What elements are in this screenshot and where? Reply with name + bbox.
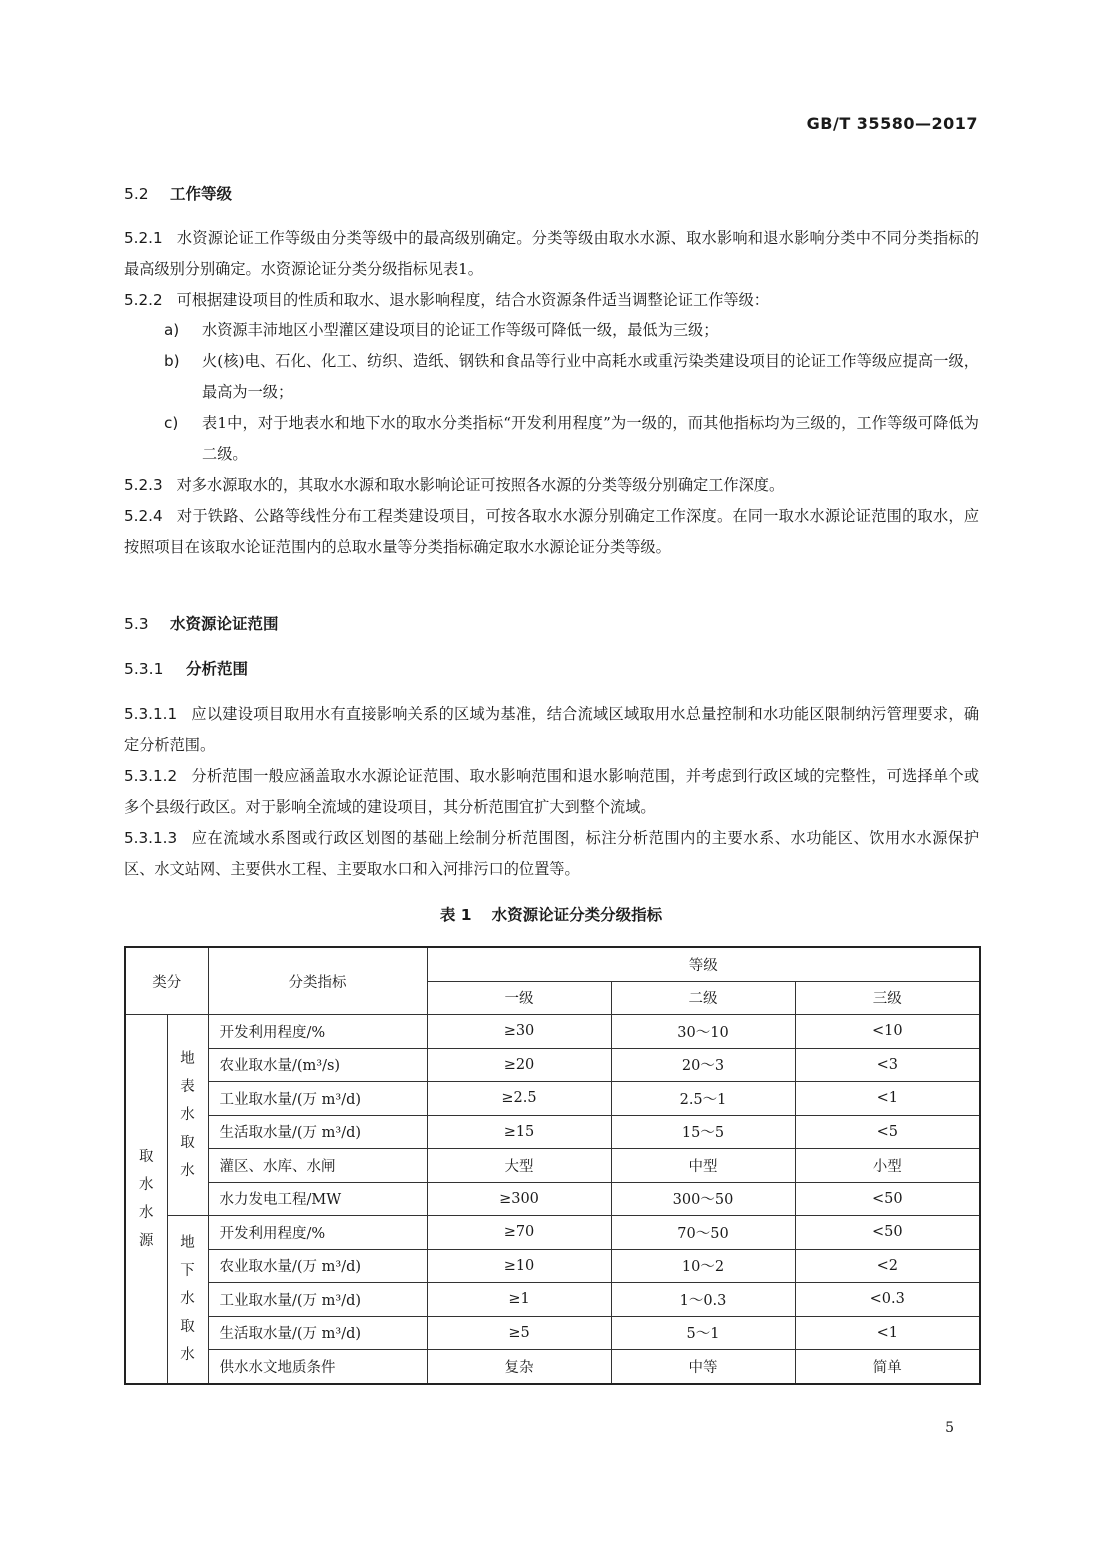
table-cell: <5	[795, 1115, 980, 1149]
section-title: 分析范围	[186, 660, 249, 678]
clause-number: 5.2.3	[124, 476, 163, 494]
table-cell: 20～3	[611, 1048, 795, 1082]
table-cell: <0.3	[795, 1283, 980, 1317]
table-cell: ≥2.5	[427, 1082, 611, 1116]
section-5-3-heading	[124, 612, 279, 634]
header-grade-3: 三级	[795, 981, 980, 1015]
table-row	[125, 1115, 980, 1149]
list-text: 水资源丰沛地区小型灌区建设项目的论证工作等级可降低一级，最低为三级；	[202, 321, 719, 339]
classification-table	[124, 946, 981, 1385]
clause-5-3-1-1	[124, 699, 979, 760]
table-cell: <50	[795, 1182, 980, 1216]
table-cell: 中等	[611, 1350, 795, 1384]
group-label: 地 表 水 取 水	[180, 1051, 195, 1179]
list-text: 火(核)电、石化、化工、纺织、造纸、钢铁和食品等行业中高耗水或重污染类建设项目的论证工作等级应提高一级，最高为一级；	[202, 352, 979, 401]
table-cell-indicator: 开发利用程度/%	[208, 1015, 427, 1049]
clause-number: 5.3.1.3	[124, 829, 178, 847]
clause-number: 5.2.4	[124, 507, 163, 525]
table-cell: <1	[795, 1082, 980, 1116]
clause-number: 5.2.1	[124, 229, 163, 247]
table-row	[125, 1316, 980, 1350]
table-cell: 小型	[795, 1149, 980, 1183]
header-grade-2: 二级	[611, 981, 795, 1015]
table-cell-indicator: 水力发电工程/MW	[208, 1182, 427, 1216]
group-label: 地 下 水 取 水	[180, 1235, 195, 1364]
group-surface-water	[167, 1015, 208, 1216]
table-cell: ≥5	[427, 1316, 611, 1350]
table-cell: 简单	[795, 1350, 980, 1384]
table-cell: 中型	[611, 1149, 795, 1183]
table-cell-indicator: 开发利用程度/%	[208, 1216, 427, 1250]
clause-number: 5.2.2	[124, 291, 163, 309]
table-cell: ≥15	[427, 1115, 611, 1149]
standard-number: GB/T 35580—2017	[806, 114, 978, 133]
table-header-row	[125, 947, 980, 981]
table-cell: ≥10	[427, 1249, 611, 1283]
table-row	[125, 1082, 980, 1116]
clause-text: 对多水源取水的，其取水水源和取水影响论证可按照各水源的分类等级分别确定工作深度。	[176, 476, 785, 494]
section-5-3-1-heading	[124, 657, 248, 679]
table-cell-indicator: 农业取水量/(万 m³/d)	[208, 1249, 427, 1283]
list-item-c	[164, 408, 979, 469]
table-cell-indicator: 灌区、水库、水闸	[208, 1149, 427, 1183]
group-label: 取 水 水 源	[139, 1148, 154, 1249]
table-row	[125, 1216, 980, 1250]
clause-text: 应以建设项目取用水有直接影响关系的区域为基准，结合流域区域取用水总量控制和水功能区限制纳污管理要求，确定分析范围。	[124, 705, 979, 754]
clause-text: 对于铁路、公路等线性分布工程类建设项目，可按各取水水源分别确定工作深度。在同一取水水源论证范围的取水，应按照项目在该取水论证范围内的总取水量等分类指标确定取水水源论证分类等级。	[124, 507, 979, 556]
table-cell: 复杂	[427, 1350, 611, 1384]
table-row	[125, 1182, 980, 1216]
table-caption-number: 表 1	[439, 906, 472, 924]
table-caption-title: 水资源论证分类分级指标	[491, 906, 663, 924]
section-title: 工作等级	[170, 185, 233, 203]
table-cell: ≥20	[427, 1048, 611, 1082]
table-cell: 5～1	[611, 1316, 795, 1350]
table-cell: 2.5～1	[611, 1082, 795, 1116]
group-water-source	[125, 1015, 167, 1384]
table-cell: ≥30	[427, 1015, 611, 1049]
table-row	[125, 1149, 980, 1183]
table-cell: <50	[795, 1216, 980, 1250]
table-cell-indicator: 农业取水量/(m³/s)	[208, 1048, 427, 1082]
table-cell: ≥1	[427, 1283, 611, 1317]
table-cell: <2	[795, 1249, 980, 1283]
table-cell-indicator: 工业取水量/(万 m³/d)	[208, 1082, 427, 1116]
table-row	[125, 1283, 980, 1317]
clause-5-3-1-2	[124, 761, 979, 822]
header-indicator: 分类指标	[208, 947, 427, 1015]
table-cell: 1～0.3	[611, 1283, 795, 1317]
table-cell: 70～50	[611, 1216, 795, 1250]
table-cell: <1	[795, 1316, 980, 1350]
table-row	[125, 1249, 980, 1283]
header-category: 类分	[125, 947, 208, 1015]
clause-5-2-4	[124, 501, 979, 562]
clause-5-3-1-3	[124, 823, 979, 884]
group-ground-water	[167, 1216, 208, 1384]
table-cell: 30～10	[611, 1015, 795, 1049]
list-label: a)	[164, 321, 180, 339]
table-cell-indicator: 生活取水量/(万 m³/d)	[208, 1316, 427, 1350]
clause-number: 5.3.1.1	[124, 705, 178, 723]
section-number: 5.3.1	[124, 660, 164, 678]
section-title: 水资源论证范围	[170, 615, 279, 633]
table-cell: <10	[795, 1015, 980, 1049]
page-number: 5	[945, 1420, 954, 1436]
list-label: c)	[164, 414, 179, 432]
table-cell-indicator: 生活取水量/(万 m³/d)	[208, 1115, 427, 1149]
table-cell-indicator: 工业取水量/(万 m³/d)	[208, 1283, 427, 1317]
clause-5-2-1	[124, 223, 979, 284]
header-grade: 等级	[427, 947, 980, 981]
clause-5-2-2	[124, 285, 979, 316]
clause-text: 水资源论证工作等级由分类等级中的最高级别确定。分类等级由取水水源、取水影响和退水影响分类中不同分类指标的最高级别分别确定。水资源论证分类分级指标见表1。	[124, 229, 979, 278]
list-text: 表1中，对于地表水和地下水的取水分类指标“开发利用程度”为一级的，而其他指标均为三级的，工作等级可降低为二级。	[202, 414, 979, 463]
clause-5-2-3	[124, 470, 979, 501]
table-cell: ≥300	[427, 1182, 611, 1216]
table-row	[125, 1350, 980, 1384]
clause-text: 分析范围一般应涵盖取水水源论证范围、取水影响范围和退水影响范围，并考虑到行政区域的完整性，可选择单个或多个县级行政区。对于影响全流域的建设项目，其分析范围宜扩大到整个流域。	[124, 767, 979, 816]
table-row	[125, 1048, 980, 1082]
clause-number: 5.3.1.2	[124, 767, 178, 785]
list-item-b	[164, 346, 979, 407]
table-cell-indicator: 供水水文地质条件	[208, 1350, 427, 1384]
list-label: b)	[164, 352, 180, 370]
table-row	[125, 1015, 980, 1049]
clause-text: 应在流域水系图或行政区划图的基础上绘制分析范围图，标注分析范围内的主要水系、水功能区、饮用水水源保护区、水文站网、主要供水工程、主要取水口和入河排污口的位置等。	[124, 829, 979, 878]
table-cell: 10～2	[611, 1249, 795, 1283]
section-number: 5.3	[124, 615, 149, 633]
header-grade-1: 一级	[427, 981, 611, 1015]
table-cell: 300～50	[611, 1182, 795, 1216]
clause-text: 可根据建设项目的性质和取水、退水影响程度，结合水资源条件适当调整论证工作等级：	[176, 291, 769, 309]
table-cell: 15～5	[611, 1115, 795, 1149]
list-item-a	[164, 315, 979, 346]
table-cell: 大型	[427, 1149, 611, 1183]
table-cell: <3	[795, 1048, 980, 1082]
section-number: 5.2	[124, 185, 149, 203]
table-caption	[0, 903, 1102, 925]
section-5-2-heading	[124, 182, 232, 204]
table-cell: ≥70	[427, 1216, 611, 1250]
